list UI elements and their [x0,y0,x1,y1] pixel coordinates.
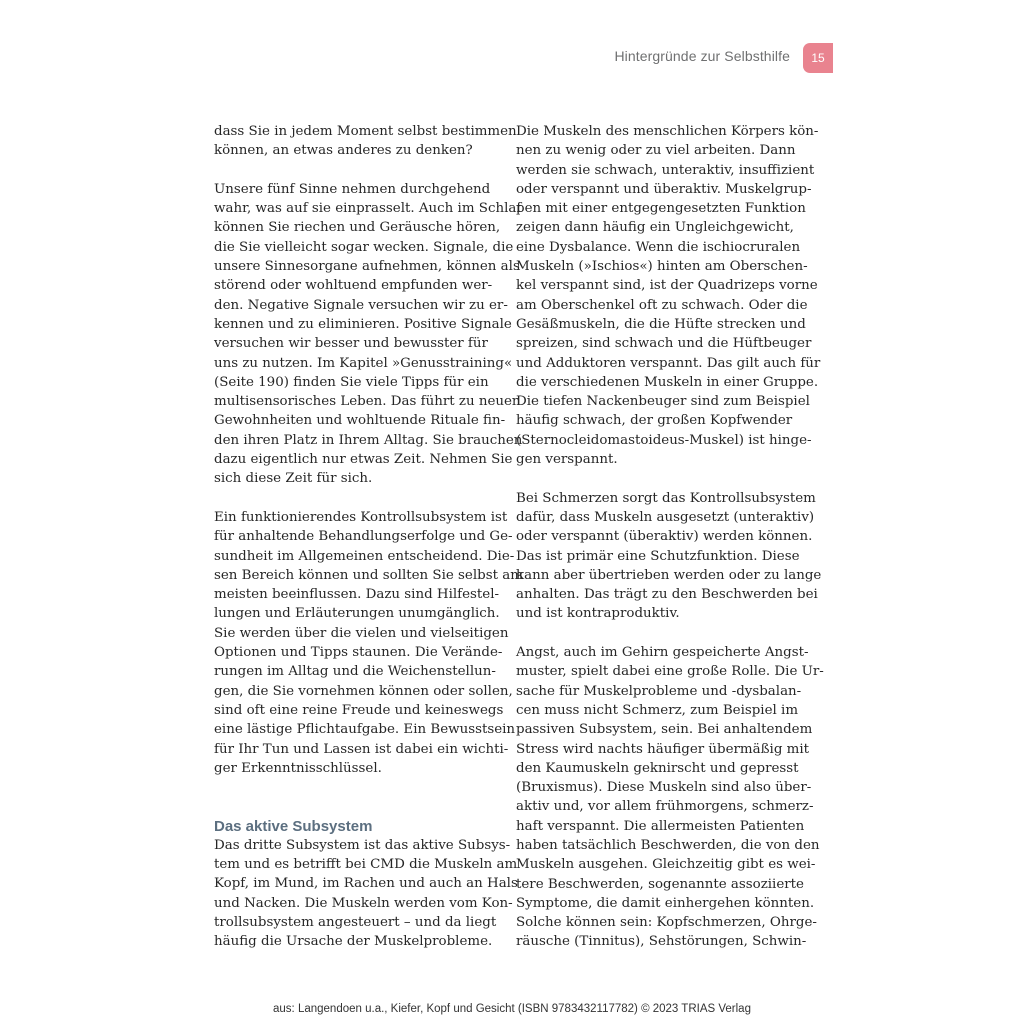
text-line: wahr, was auf sie einprasselt. Auch im Schlaf [214,201,522,217]
text-line: lungen und Erläuterungen unumgänglich. [214,606,500,622]
text-line: sache für Muskelprobleme und -dysbalan- [516,683,802,699]
text-line: Symptome, die damit einhergehen könnten. [516,895,815,911]
text-line: den ihren Platz in Ihrem Alltag. Sie brauchen [214,432,523,448]
text-line: sundheit im Allgemeinen entscheidend. Die- [214,548,515,564]
text-line: und Adduktoren verspannt. Das gilt auch für [516,355,821,371]
text-line: (Bruxismus). Diese Muskeln sind also über- [516,780,812,796]
text-line: (Seite 190) finden Sie viele Tipps für ein [214,374,489,390]
text-line: und ist kontraproduktiv. [516,606,680,622]
paragraph [214,180,523,489]
text-line: muster, spielt dabei eine große Rolle. Die Ur- [516,664,824,680]
text-line: Muskeln ausgehen. Gleichzeitig gibt es wei- [516,857,816,873]
paragraph [516,489,822,624]
text-line: (Sternocleidomastoideus-Muskel) ist hinge- [516,432,812,448]
text-line: unsere Sinnesorgane aufnehmen, können als [214,259,520,275]
text-line: können, an etwas anderes zu denken? [214,143,473,159]
text-line: Das dritte Subsystem ist das aktive Subsys- [214,837,511,853]
text-line: Optionen und Tipps staunen. Die Verände- [214,645,503,661]
text-line: meisten beeinflussen. Dazu sind Hilfestel- [214,587,500,603]
text-line: trollsubsystem angesteuert – und da liegt [214,914,497,930]
left-column [214,122,523,951]
text-line: Das ist primär eine Schutzfunktion. Diese [516,548,800,564]
text-line: Gesäßmuskeln, die die Hüfte strecken und [516,316,806,332]
text-line: zeigen dann häufig ein Ungleichgewicht, [516,220,794,236]
text-line: cen muss nicht Schmerz, zum Beispiel im [516,702,799,718]
text-line: pen mit einer entgegengesetzten Funktion [516,201,806,217]
text-line: den Kaumuskeln geknirscht und gepresst [516,760,799,776]
text-line: sich diese Zeit für sich. [214,471,373,487]
text-line: häufig schwach, der großen Kopfwender [516,413,793,429]
text-line: ger Erkenntnisschlüssel. [214,760,382,776]
text-line: rungen im Alltag und die Weichenstellun- [214,664,496,680]
text-line: häufig die Ursache der Muskelprobleme. [214,934,493,950]
text-line: sind oft eine reine Freude und keineswegs [214,702,504,718]
text-line: anhalten. Das trägt zu den Beschwerden bei [516,587,818,603]
text-line: spreizen, sind schwach und die Hüftbeuger [516,336,812,352]
text-line: Gewohnheiten und wohltuende Rituale fin- [214,413,506,429]
text-line: Unsere fünf Sinne nehmen durchgehend [214,181,491,197]
text-line: Muskeln (»Ischios«) hinten am Oberschen- [516,259,808,275]
text-line: und Nacken. Die Muskeln werden vom Kon- [214,895,513,911]
text-line: Die tiefen Nackenbeuger sind zum Beispiel [516,394,810,410]
text-line: Solche können sein: Kopfschmerzen, Ohrge- [516,915,817,931]
text-line: eine Dysbalance. Wenn die ischiocruralen [516,239,801,255]
header-title: Hintergründe zur Selbsthilfe [614,48,790,64]
text-line: können Sie riechen und Geräusche hören, [214,220,501,236]
text-line: tere Beschwerden, sogenannte assoziierte [516,876,804,892]
text-line: räusche (Tinnitus), Sehstörungen, Schwin- [516,934,807,950]
text-line: dass Sie in jedem Moment selbst bestimmen [214,124,517,139]
text-line: sen Bereich können und sollten Sie selbst am [214,567,523,583]
paragraph [214,836,518,952]
text-line: haben tatsächlich Beschwerden, die von den [516,837,820,853]
text-line: oder verspannt und überaktiv. Muskelgrup- [516,181,812,197]
text-line: störend oder wohltuend empfunden wer- [214,278,493,294]
text-line: passiven Subsystem, sein. Bei anhaltendem [516,722,813,738]
text-line: gen verspannt. [516,452,618,468]
text-line: Bei Schmerzen sorgt das Kontrollsubsystem [516,490,816,506]
text-line: die verschiedenen Muskeln in einer Gruppe. [516,374,819,390]
text-line: dazu eigentlich nur etwas Zeit. Nehmen Sie [214,452,513,468]
section-heading: Das aktive Subsystem [214,817,373,835]
copyright-footer: aus: Langendoen u.a., Kiefer, Kopf und Gesicht (ISBN 9783432117782) © 2023 TRIAS Verlag [273,1003,751,1015]
text-line: kann aber übertrieben werden oder zu lange [516,567,822,583]
text-line: versuchen wir besser und bewusster für [214,336,488,352]
text-line: am Oberschenkel oft zu schwach. Oder die [516,297,808,313]
text-line: eine lästige Pflichtaufgabe. Ein Bewusstsein [214,722,516,738]
text-line: für Ihr Tun und Lassen ist dabei ein wichti- [214,741,509,757]
text-line: Angst, auch im Gehirn gespeicherte Angst- [516,645,809,661]
text-line: dafür, dass Muskeln ausgesetzt (unteraktiv) [516,509,815,525]
text-line: Die Muskeln des menschlichen Körpers kön- [516,124,819,139]
page-number-badge: 15 [803,43,833,73]
text-line: multisensorisches Leben. Das führt zu neuen [214,394,521,410]
text-line: gen, die Sie vornehmen können oder sollen, [214,683,513,699]
text-line: kel verspannt sind, ist der Quadrizeps vorne [516,278,818,294]
text-line: Kopf, im Mund, im Rachen und auch an Hals [214,876,518,892]
text-line: tem und es betrifft bei CMD die Muskeln am [214,856,518,872]
text-line: nen zu wenig oder zu viel arbeiten. Dann [516,143,796,159]
text-line: haft verspannt. Die allermeisten Patienten [516,818,805,834]
text-line: aktiv und, vor allem frühmorgens, schmerz- [516,799,814,815]
text-line: für anhaltende Behandlungserfolge und Ge- [214,529,513,545]
text-line: uns zu nutzen. Im Kapitel »Genusstraining« [214,355,513,371]
right-column [516,122,824,952]
text-line: oder verspannt (überaktiv) werden können. [516,529,813,545]
text-line: werden sie schwach, unteraktiv, insuffizient [516,162,815,178]
paragraph [214,508,523,778]
text-line: kennen und zu eliminieren. Positive Signale [214,316,512,332]
text-line: Stress wird nachts häufiger übermäßig mit [516,741,810,757]
text-line: Ein funktionierendes Kontrollsubsystem ist [214,509,508,525]
paragraph [516,643,824,952]
text-line: den. Negative Signale versuchen wir zu er- [214,297,508,313]
text-line: Sie werden über die vielen und vielseitigen [214,625,509,641]
paragraph [516,122,821,469]
paragraph [214,122,517,161]
text-line: die Sie vielleicht sogar wecken. Signale, die [214,239,514,255]
